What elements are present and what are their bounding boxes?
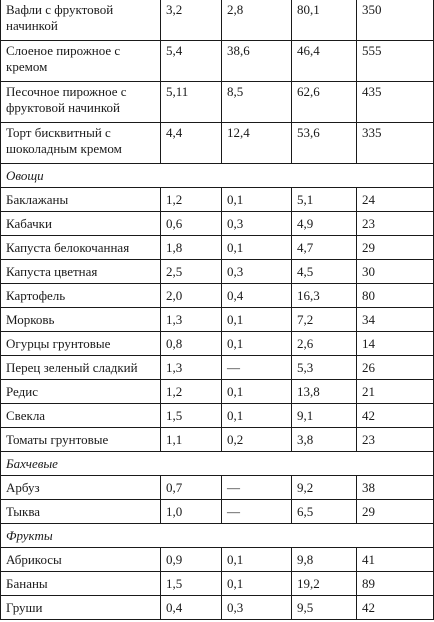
carbs-cell: 9,8: [292, 548, 357, 571]
section-title: Овощи: [0, 164, 434, 187]
product-name-cell: Груши: [0, 596, 161, 619]
fat-cell: 8,5: [222, 82, 292, 122]
product-name-cell: Капуста белокочанная: [0, 236, 161, 259]
table-row: [0, 572, 434, 596]
product-name-cell: Торт бисквитный с шоколадным кремом: [0, 123, 161, 163]
protein-cell: 4,4: [161, 123, 222, 163]
carbs-cell: 9,1: [292, 404, 357, 427]
section-row: [0, 452, 434, 476]
product-name-cell: Томаты грунтовые: [0, 428, 161, 451]
fat-cell: —: [222, 500, 292, 523]
table-row: [0, 332, 434, 356]
carbs-cell: 6,5: [292, 500, 357, 523]
fat-cell: —: [222, 356, 292, 379]
protein-cell: 0,6: [161, 212, 222, 235]
protein-cell: 1,0: [161, 500, 222, 523]
kcal-cell: 14: [357, 332, 434, 355]
protein-cell: 0,8: [161, 332, 222, 355]
kcal-cell: 34: [357, 308, 434, 331]
product-name-cell: Свекла: [0, 404, 161, 427]
fat-cell: 0,3: [222, 260, 292, 283]
protein-cell: 1,2: [161, 188, 222, 211]
carbs-cell: 13,8: [292, 380, 357, 403]
carbs-cell: 4,5: [292, 260, 357, 283]
kcal-cell: 23: [357, 212, 434, 235]
fat-cell: 38,6: [222, 41, 292, 81]
kcal-cell: 38: [357, 476, 434, 499]
protein-cell: 2,5: [161, 260, 222, 283]
product-name-cell: Песочное пирожное с фруктовой начинкой: [0, 82, 161, 122]
kcal-cell: 29: [357, 236, 434, 259]
section-title: Фрукты: [0, 524, 434, 547]
table-row: [0, 356, 434, 380]
kcal-cell: 41: [357, 548, 434, 571]
table-row: [0, 404, 434, 428]
fat-cell: 12,4: [222, 123, 292, 163]
protein-cell: 1,3: [161, 356, 222, 379]
product-name-cell: Морковь: [0, 308, 161, 331]
fat-cell: 0,1: [222, 188, 292, 211]
protein-cell: 1,2: [161, 380, 222, 403]
carbs-cell: 46,4: [292, 41, 357, 81]
kcal-cell: 24: [357, 188, 434, 211]
carbs-cell: 19,2: [292, 572, 357, 595]
kcal-cell: 350: [357, 0, 434, 40]
table-row: [0, 476, 434, 500]
table-row: [0, 548, 434, 572]
product-name-cell: Вафли с фруктовой начинкой: [0, 0, 161, 40]
protein-cell: 1,5: [161, 572, 222, 595]
table-row: [0, 236, 434, 260]
fat-cell: 0,2: [222, 428, 292, 451]
kcal-cell: 435: [357, 82, 434, 122]
carbs-cell: 7,2: [292, 308, 357, 331]
carbs-cell: 5,1: [292, 188, 357, 211]
fat-cell: 0,1: [222, 548, 292, 571]
protein-cell: 5,4: [161, 41, 222, 81]
carbs-cell: 4,7: [292, 236, 357, 259]
protein-cell: 0,4: [161, 596, 222, 619]
product-name-cell: Абрикосы: [0, 548, 161, 571]
product-name-cell: Картофель: [0, 284, 161, 307]
table-row: [0, 260, 434, 284]
fat-cell: 0,1: [222, 572, 292, 595]
section-row: [0, 164, 434, 188]
kcal-cell: 26: [357, 356, 434, 379]
fat-cell: 0,3: [222, 212, 292, 235]
carbs-cell: 80,1: [292, 0, 357, 40]
carbs-cell: 3,8: [292, 428, 357, 451]
fat-cell: 2,8: [222, 0, 292, 40]
carbs-cell: 2,6: [292, 332, 357, 355]
protein-cell: 2,0: [161, 284, 222, 307]
product-name-cell: Перец зеленый сладкий: [0, 356, 161, 379]
protein-cell: 0,7: [161, 476, 222, 499]
table-row: [0, 284, 434, 308]
table-row: [0, 41, 434, 82]
carbs-cell: 62,6: [292, 82, 357, 122]
product-name-cell: Огурцы грунтовые: [0, 332, 161, 355]
kcal-cell: 21: [357, 380, 434, 403]
table-row: [0, 212, 434, 236]
kcal-cell: 23: [357, 428, 434, 451]
kcal-cell: 335: [357, 123, 434, 163]
protein-cell: 1,3: [161, 308, 222, 331]
protein-cell: 1,5: [161, 404, 222, 427]
product-name-cell: Редис: [0, 380, 161, 403]
product-name-cell: Баклажаны: [0, 188, 161, 211]
kcal-cell: 89: [357, 572, 434, 595]
protein-cell: 0,9: [161, 548, 222, 571]
table-row: [0, 82, 434, 123]
table-row: [0, 123, 434, 164]
fat-cell: 0,1: [222, 236, 292, 259]
fat-cell: 0,1: [222, 332, 292, 355]
protein-cell: 1,8: [161, 236, 222, 259]
table-row: [0, 308, 434, 332]
kcal-cell: 30: [357, 260, 434, 283]
section-title: Бахчевые: [0, 452, 434, 475]
product-name-cell: Капуста цветная: [0, 260, 161, 283]
table-row: [0, 0, 434, 41]
table-row: [0, 188, 434, 212]
product-name-cell: Слоеное пирожное с кремом: [0, 41, 161, 81]
section-row: [0, 524, 434, 548]
kcal-cell: 80: [357, 284, 434, 307]
table-row: [0, 596, 434, 620]
carbs-cell: 53,6: [292, 123, 357, 163]
carbs-cell: 9,5: [292, 596, 357, 619]
product-name-cell: Тыква: [0, 500, 161, 523]
carbs-cell: 4,9: [292, 212, 357, 235]
kcal-cell: 29: [357, 500, 434, 523]
kcal-cell: 555: [357, 41, 434, 81]
protein-cell: 5,11: [161, 82, 222, 122]
kcal-cell: 42: [357, 404, 434, 427]
kcal-cell: 42: [357, 596, 434, 619]
table-row: [0, 500, 434, 524]
carbs-cell: 9,2: [292, 476, 357, 499]
product-name-cell: Кабачки: [0, 212, 161, 235]
fat-cell: 0,1: [222, 308, 292, 331]
fat-cell: 0,4: [222, 284, 292, 307]
product-name-cell: Арбуз: [0, 476, 161, 499]
table-row: [0, 380, 434, 404]
fat-cell: 0,3: [222, 596, 292, 619]
fat-cell: —: [222, 476, 292, 499]
carbs-cell: 5,3: [292, 356, 357, 379]
carbs-cell: 16,3: [292, 284, 357, 307]
product-name-cell: Бананы: [0, 572, 161, 595]
fat-cell: 0,1: [222, 380, 292, 403]
table-row: [0, 428, 434, 452]
fat-cell: 0,1: [222, 404, 292, 427]
protein-cell: 3,2: [161, 0, 222, 40]
protein-cell: 1,1: [161, 428, 222, 451]
